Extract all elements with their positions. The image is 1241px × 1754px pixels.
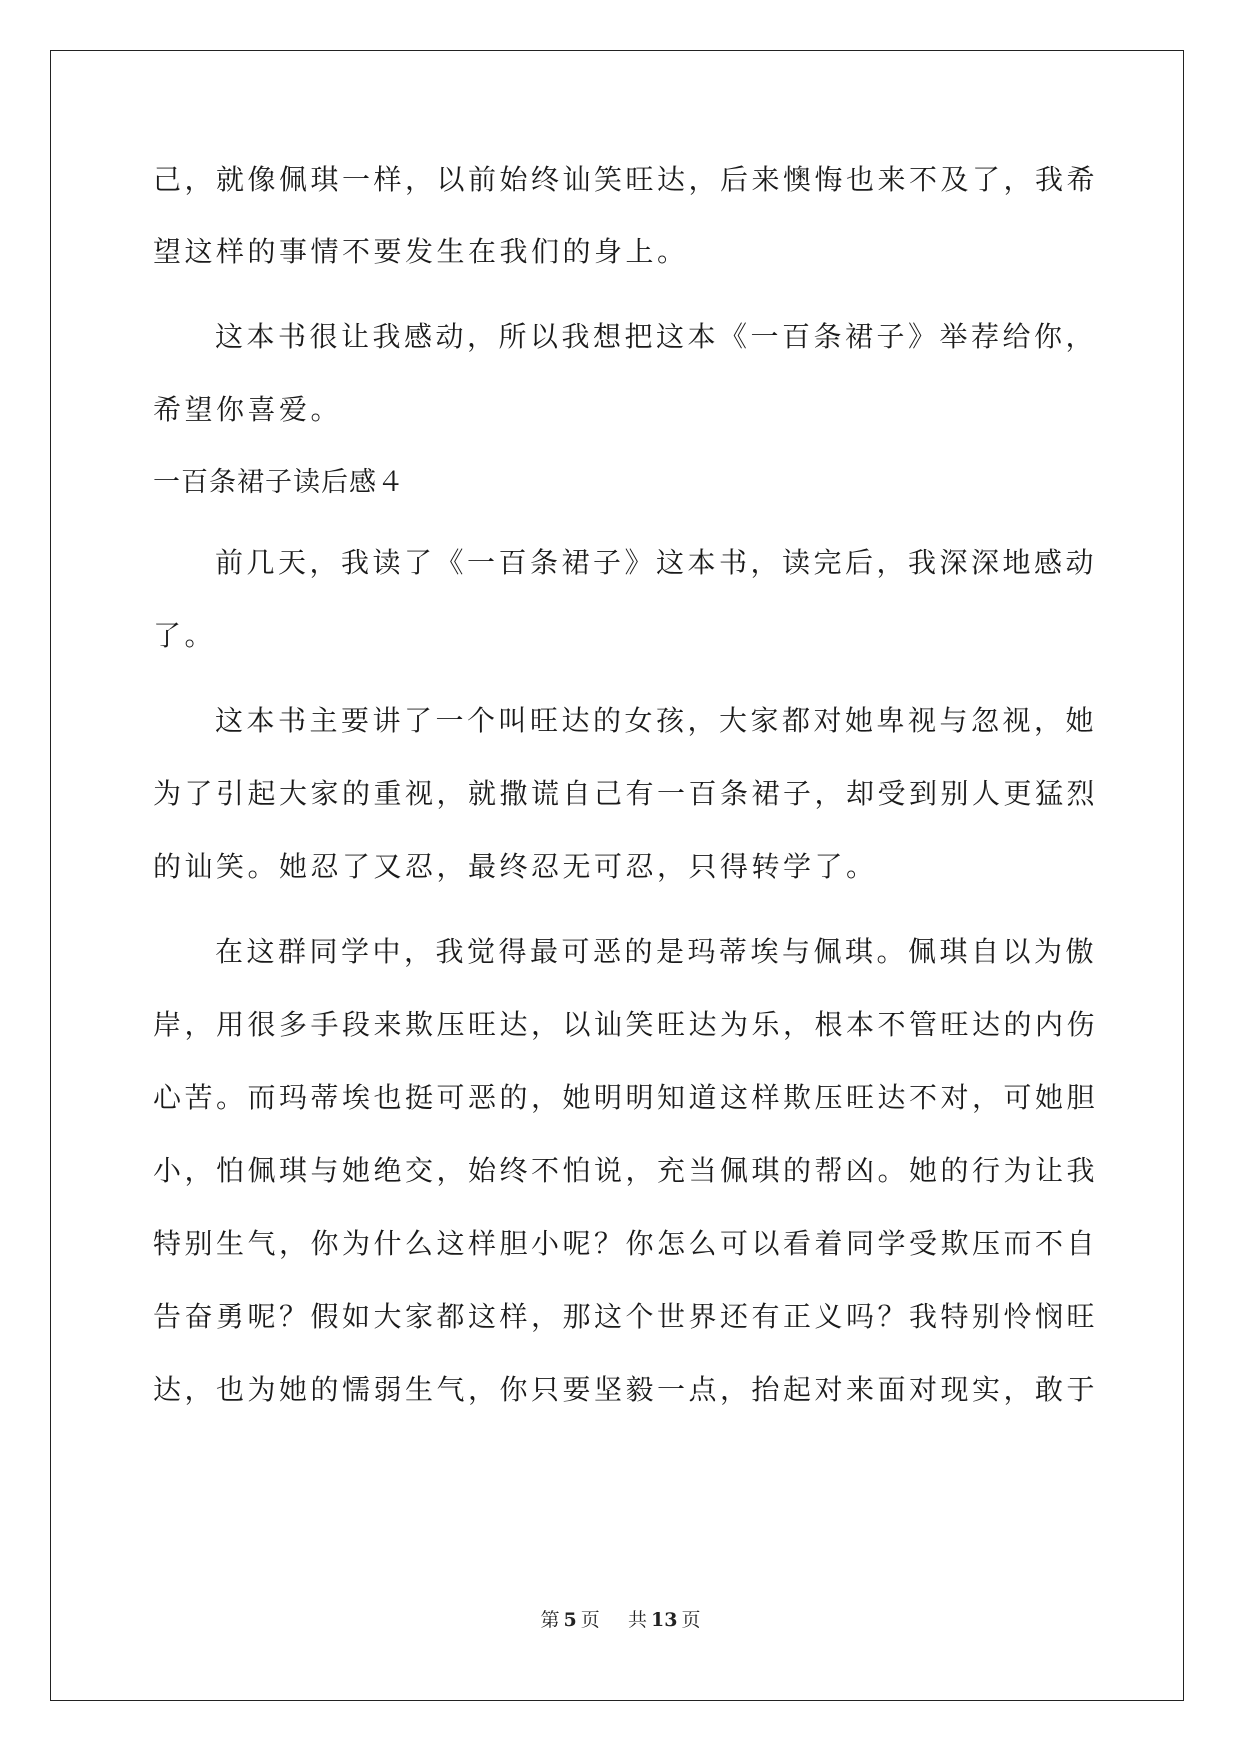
text-line: 心苦。而玛蒂埃也挺可恶的，她明明知道这样欺压旺达不对，可她胆 [153, 1081, 1099, 1114]
text-line: 告奋勇呢？假如大家都这样，那这个世界还有正义吗？我特别怜悯旺 [153, 1300, 1099, 1333]
page-number: 5 [563, 1609, 577, 1631]
text-line: 希望你喜爱。 [153, 393, 343, 426]
page-suffix: 页 [580, 1609, 600, 1631]
section-heading: 一百条裙子读后感４ [153, 467, 405, 498]
text-line: 了。 [153, 619, 217, 652]
total-pages: 13 [650, 1609, 678, 1631]
text-line: 特别生气，你为什么这样胆小呢？你怎么可以看着同学受欺压而不自 [153, 1227, 1099, 1260]
paragraph-start: 在这群同学中，我觉得最可恶的是玛蒂埃与佩琪。佩琪自以为傲 [215, 935, 1098, 968]
text-line: 己，就像佩琪一样，以前始终讪笑旺达，后来懊悔也来不及了，我希 [153, 163, 1099, 196]
total-suffix: 页 [681, 1609, 701, 1631]
text-line: 小，怕佩琪与她绝交，始终不怕说，充当佩琪的帮凶。她的行为让我 [153, 1154, 1099, 1187]
text-line: 的讪笑。她忍了又忍，最终忍无可忍，只得转学了。 [153, 850, 878, 883]
text-line: 岸，用很多手段来欺压旺达，以讪笑旺达为乐，根本不管旺达的内伤 [153, 1008, 1099, 1041]
paragraph-start: 前几天，我读了《一百条裙子》这本书，读完后，我深深地感动 [215, 546, 1098, 579]
text-line: 为了引起大家的重视，就撒谎自己有一百条裙子，却受到别人更猛烈 [153, 777, 1099, 810]
total-prefix: 共 [627, 1609, 647, 1631]
page-footer [0, 1608, 1241, 1632]
text-line: 达，也为她的懦弱生气，你只要坚毅一点，抬起对来面对现实，敢于 [153, 1373, 1099, 1406]
paragraph-start: 这本书主要讲了一个叫旺达的女孩，大家都对她卑视与忽视，她 [215, 704, 1098, 737]
text-line: 望这样的事情不要发生在我们的身上。 [153, 235, 689, 268]
paragraph-start: 这本书很让我感动，所以我想把这本《一百条裙子》举荐给你， [215, 320, 1098, 353]
page-prefix: 第 [540, 1609, 560, 1631]
